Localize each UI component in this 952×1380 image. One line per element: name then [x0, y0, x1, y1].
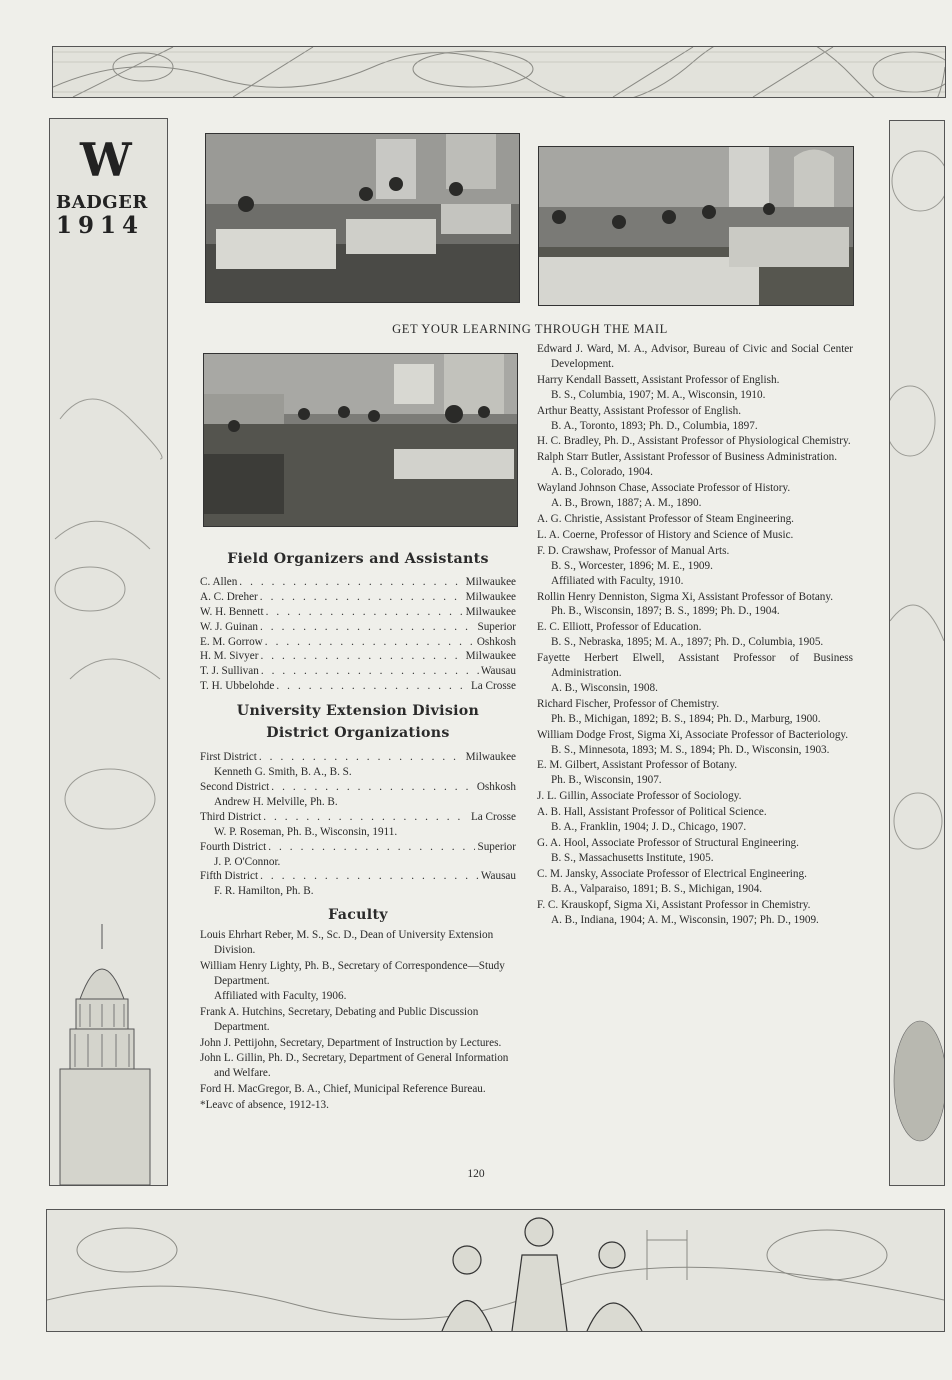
faculty-name: Fayette Herbert Elwell, Assistant Professor of Business Administration. — [537, 652, 853, 680]
faculty-entry — [200, 959, 516, 1004]
faculty-degree: B. A., Franklin, 1904; J. D., Chicago, 1907. — [551, 821, 747, 834]
faculty-entry — [537, 898, 853, 928]
faculty-degree: A. B., Wisconsin, 1908. — [551, 681, 658, 694]
leader-dots — [276, 679, 469, 694]
faculty-entry — [537, 836, 853, 866]
faculty-name: Wayland Johnson Chase, Associate Professor of History. — [537, 482, 791, 495]
faculty-entry — [537, 697, 853, 727]
extension-heading: University Extension Division — [236, 703, 480, 720]
field-organizers-list — [200, 575, 516, 694]
field-row-name: E. M. Gorrow — [200, 635, 263, 648]
top-banner-art — [53, 47, 945, 97]
district-row — [200, 750, 516, 765]
district-person: Kenneth G. Smith, B. A., B. S. — [214, 766, 352, 779]
district-row-place: Milwaukee — [465, 751, 516, 764]
faculty-degree: B. A., Valparaiso, 1891; B. S., Michigan, 1904. — [551, 882, 763, 895]
field-row — [200, 620, 516, 635]
faculty-entry — [200, 1051, 516, 1081]
faculty-heading: Faculty — [328, 907, 388, 924]
field-row-place: Wausau — [480, 665, 516, 678]
faculty-name: Harry Kendall Bassett, Assistant Professor of English. — [537, 373, 780, 386]
faculty-left-list — [200, 928, 516, 1097]
left-border-column — [49, 118, 168, 1186]
photo-caption: GET YOUR LEARNING THROUGH THE MAIL — [392, 322, 668, 336]
faculty-name: H. C. Bradley, Ph. D., Assistant Professor of Physiological Chemistry. — [537, 435, 851, 448]
faculty-degree: A. B., Indiana, 1904; A. M., Wisconsin, 1907; Ph. D., 1909. — [551, 913, 819, 926]
faculty-entry — [537, 434, 853, 449]
district-row-place: La Crosse — [470, 810, 516, 823]
faculty-name: J. L. Gillin, Associate Professor of Sociology. — [537, 790, 742, 803]
faculty-name: Richard Fischer, Professor of Chemistry. — [537, 697, 720, 710]
district-row-place: Oshkosh — [476, 780, 516, 793]
faculty-entry — [200, 1005, 516, 1035]
faculty-degree: B. S., Massachusetts Institute, 1905. — [551, 851, 714, 864]
district-heading: District Organizations — [266, 725, 450, 742]
faculty-entry — [537, 481, 853, 511]
leader-dots — [263, 810, 469, 825]
logo-name: BADGER — [56, 192, 148, 213]
bottom-banner — [46, 1209, 945, 1332]
faculty-name: E. M. Gilbert, Assistant Professor of Botany. — [537, 759, 738, 772]
field-row-place: Milwaukee — [465, 650, 516, 663]
faculty-name: William Dodge Frost, Sigma Xi, Associate Professor of Bacteriology. — [537, 728, 849, 741]
field-row-name: H. M. Sivyer — [200, 650, 259, 663]
field-row — [200, 575, 516, 590]
faculty-entry — [537, 590, 853, 620]
faculty-entry — [537, 373, 853, 403]
faculty-entry — [537, 620, 853, 650]
faculty-entry — [537, 342, 853, 372]
district-person: Andrew H. Melville, Ph. B. — [214, 795, 338, 808]
field-row — [200, 679, 516, 694]
faculty-entry — [537, 528, 853, 543]
faculty-name: Arthur Beatty, Assistant Professor of English. — [537, 404, 742, 417]
faculty-name: E. C. Elliott, Professor of Education. — [537, 621, 702, 634]
office-photo-2 — [538, 146, 854, 306]
district-row-name: Fifth District — [200, 870, 259, 883]
office-photo-1 — [205, 133, 520, 303]
faculty-name: Rollin Henry Denniston, Sigma Xi, Assistant Professor of Botany. — [537, 590, 834, 603]
faculty-entry — [537, 404, 853, 434]
faculty-entry — [537, 805, 853, 835]
faculty-entry — [537, 867, 853, 897]
faculty-degree: B. S., Columbia, 1907; M. A., Wisconsin, 1910. — [551, 388, 766, 401]
leader-dots — [259, 750, 464, 765]
tree-drawing — [894, 1021, 944, 1141]
faculty-degree: Affiliated with Faculty, 1906. — [214, 989, 347, 1002]
district-row — [200, 869, 516, 884]
field-row-place: La Crosse — [470, 680, 516, 693]
left-border-art — [50, 119, 167, 1185]
leader-dots — [265, 635, 475, 650]
leader-dots — [268, 840, 475, 855]
faculty-right-list — [537, 342, 853, 927]
faculty-name: William Henry Lighty, Ph. B., Secretary of Correspondence—Study Department. — [200, 960, 505, 987]
bottom-banner-art — [47, 1210, 944, 1331]
faculty-degree: A. B., Colorado, 1904. — [551, 466, 653, 479]
faculty-degree: B. S., Minnesota, 1893; M. S., 1894; Ph. D., Wisconsin, 1903. — [551, 743, 830, 756]
faculty-entry — [537, 512, 853, 527]
faculty-entry — [537, 544, 853, 589]
faculty-name: John L. Gillin, Ph. D., Secretary, Department of General Information and Welfare. — [200, 1052, 509, 1080]
faculty-entry — [537, 758, 853, 788]
faculty-degree: B. A., Toronto, 1893; Ph. D., Columbia, 1897. — [551, 419, 758, 432]
district-row-name: Second District — [200, 780, 270, 793]
leader-dots — [261, 664, 479, 679]
faculty-entry — [537, 450, 853, 480]
leader-dots — [266, 605, 464, 620]
district-row-place: Superior — [477, 840, 516, 853]
faculty-name: Louis Ehrhart Reber, M. S., Sc. D., Dean of University Extension Division. — [200, 929, 494, 957]
office-photo-3 — [203, 353, 518, 527]
leader-dots — [260, 869, 479, 884]
field-row — [200, 664, 516, 679]
footnote: *Leavc of absence, 1912-13. — [200, 1099, 329, 1112]
faculty-name: A. B. Hall, Assistant Professor of Political Science. — [537, 806, 767, 819]
district-row — [200, 780, 516, 795]
faculty-name: C. M. Jansky, Associate Professor of Electrical Engineering. — [537, 867, 807, 880]
faculty-entry — [200, 1036, 516, 1051]
district-row-place: Wausau — [480, 870, 516, 883]
district-person: F. R. Hamilton, Ph. B. — [214, 885, 314, 898]
field-row — [200, 605, 516, 620]
field-row-name: C. Allen — [200, 575, 238, 588]
district-person: W. P. Roseman, Ph. B., Wisconsin, 1911. — [214, 825, 398, 838]
field-heading: Field Organizers and Assistants — [227, 551, 489, 567]
field-row-place: Milwaukee — [465, 605, 516, 618]
faculty-degree: A. B., Brown, 1887; A. M., 1890. — [551, 497, 702, 510]
district-row-name: First District — [200, 751, 257, 764]
faculty-name: A. G. Christie, Assistant Professor of Steam Engineering. — [537, 512, 794, 525]
faculty-degree: B. S., Nebraska, 1895; M. A., 1897; Ph. D., Columbia, 1905. — [551, 636, 824, 649]
leader-dots — [260, 620, 475, 635]
field-row — [200, 635, 516, 650]
district-row-name: Third District — [200, 810, 262, 823]
faculty-name: Ford H. MacGregor, B. A., Chief, Municipal Reference Bureau. — [200, 1083, 486, 1096]
field-row — [200, 649, 516, 664]
faculty-name: L. A. Coerne, Professor of History and Science of Music. — [537, 528, 794, 541]
page-number: 120 — [467, 1168, 485, 1180]
field-row — [200, 590, 516, 605]
right-text-column — [537, 342, 853, 928]
district-row-name: Fourth District — [200, 840, 267, 853]
field-row-name: W. J. Guinan — [200, 620, 259, 633]
faculty-degree: Ph. B., Wisconsin, 1907. — [551, 774, 662, 787]
logo-letter: W — [80, 133, 132, 187]
faculty-degree: Ph. B., Michigan, 1892; B. S., 1894; Ph. D., Marburg, 1900. — [551, 712, 821, 725]
faculty-name: John J. Pettijohn, Secretary, Department of Instruction by Lectures. — [200, 1036, 502, 1049]
leader-dots — [271, 780, 475, 795]
faculty-entry — [537, 728, 853, 758]
faculty-entry — [200, 928, 516, 958]
leader-dots — [260, 590, 464, 605]
faculty-name: Frank A. Hutchins, Secretary, Debating and Public Discussion Department. — [200, 1005, 479, 1033]
field-row-name: T. H. Ubbelohde — [200, 680, 275, 693]
top-banner — [52, 46, 946, 98]
faculty-entry — [537, 651, 853, 696]
field-row-place: Milwaukee — [465, 575, 516, 588]
district-row — [200, 810, 516, 825]
field-row-place: Superior — [477, 620, 516, 633]
leader-dots — [260, 649, 463, 664]
field-row-name: A. C. Dreher — [200, 590, 258, 603]
faculty-degree: B. S., Worcester, 1896; M. E., 1909. — [551, 559, 713, 572]
field-row-name: W. H. Bennett — [200, 605, 264, 618]
district-row — [200, 840, 516, 855]
right-border-art — [890, 121, 944, 1185]
faculty-name: Edward J. Ward, M. A., Advisor, Bureau of Civic and Social Center Development. — [537, 343, 853, 370]
faculty-name: Ralph Starr Butler, Assistant Professor of Business Administration. — [537, 451, 838, 464]
left-text-column — [200, 552, 516, 1113]
district-person: J. P. O'Connor. — [214, 855, 281, 868]
field-row-name: T. J. Sullivan — [200, 665, 259, 678]
faculty-name: F. D. Crawshaw, Professor of Manual Arts. — [537, 544, 730, 557]
faculty-entry — [200, 1082, 516, 1097]
leader-dots — [239, 575, 463, 590]
logo-year: 1914 — [56, 212, 145, 239]
faculty-note: Affiliated with Faculty, 1910. — [551, 574, 684, 587]
field-row-place: Milwaukee — [465, 590, 516, 603]
faculty-name: G. A. Hool, Associate Professor of Structural Engineering. — [537, 837, 799, 849]
field-row-place: Oshkosh — [476, 635, 516, 648]
right-border-column — [889, 120, 945, 1186]
faculty-degree: Ph. B., Wisconsin, 1897; B. S., 1899; Ph. D., 1904. — [551, 605, 780, 618]
faculty-name: F. C. Krauskopf, Sigma Xi, Assistant Professor in Chemistry. — [537, 898, 811, 911]
district-list — [200, 750, 516, 899]
faculty-entry — [537, 789, 853, 804]
